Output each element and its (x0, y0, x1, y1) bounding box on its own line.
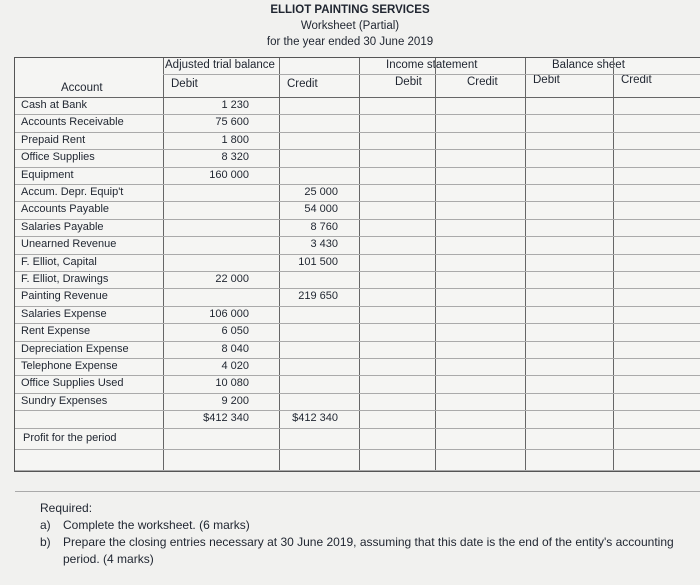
atb-debit-value (165, 184, 249, 201)
worksheet-table (14, 57, 700, 472)
atb-credit-value: 219 650 (298, 290, 338, 303)
atb-credit-value: 25 000 (304, 186, 338, 198)
atb-debit-value (165, 254, 249, 271)
row-divider (15, 470, 700, 471)
atb-credit-value (281, 323, 338, 340)
atb-debit-value: 160 000 (209, 168, 249, 181)
atb-debit-header: Debit (171, 78, 198, 90)
account-name: Salaries Expense (21, 307, 107, 320)
atb-debit-value: 8 040 (221, 342, 249, 355)
required-section (40, 500, 680, 568)
atb-credit-value (281, 375, 338, 392)
atb-debit-value: 22 000 (215, 273, 249, 285)
required-item-b (40, 534, 680, 568)
account-name: Cash at Bank (21, 99, 88, 111)
row-divider (15, 428, 700, 429)
column-divider (613, 58, 614, 471)
atb-credit-value (281, 167, 338, 184)
is-credit-header: Credit (467, 76, 498, 88)
company-name: ELLIOT PAINTING SERVICES (270, 4, 430, 16)
group-header-divider (163, 74, 700, 75)
column-divider (279, 58, 280, 471)
account-name: F. Elliot, Capital (21, 255, 97, 268)
atb-debit-value: 1 800 (221, 133, 249, 146)
atb-credit-value (281, 358, 338, 375)
column-divider (525, 58, 526, 471)
required-item-marker: a) (40, 518, 51, 532)
worksheet-header (0, 2, 700, 50)
atb-credit-header: Credit (287, 78, 318, 90)
is-debit-header: Debit (395, 76, 422, 88)
account-name: Telephone Expense (21, 360, 118, 372)
atb-credit-value: 8 760 (310, 220, 338, 233)
atb-debit-value: 8 320 (221, 151, 249, 164)
atb-credit-value (281, 132, 338, 149)
atb-credit-value (281, 306, 338, 323)
account-name: Prepaid Rent (21, 133, 86, 146)
account-column-header: Account (61, 82, 103, 94)
atb-debit-value (165, 219, 249, 236)
column-divider (435, 58, 436, 471)
atb-debit-value: 75 600 (215, 116, 249, 129)
atb-debit-total: $412 340 (203, 412, 249, 425)
atb-credit-total: $412 340 (292, 412, 338, 425)
column-divider (359, 58, 360, 471)
required-item-text: Prepare the closing entries necessary at 30 June 2019, assuming that this date is the end of the entity's accounting period. (4 marks) (63, 535, 674, 566)
account-name: Sundry Expenses (21, 394, 108, 407)
worksheet-subtitle: Worksheet (Partial) (300, 20, 400, 32)
adjusted-trial-balance-heading: Adjusted trial balance (165, 59, 275, 71)
bs-credit-header: Credit (621, 74, 652, 86)
required-item-a (40, 517, 680, 534)
account-name: F. Elliot, Drawings (21, 273, 109, 285)
account-name: Unearned Revenue (21, 238, 117, 251)
atb-debit-value: 9 200 (221, 394, 249, 407)
account-name: Office Supplies (21, 151, 95, 164)
required-heading: Required: (40, 501, 93, 515)
row-divider (15, 449, 700, 450)
atb-credit-value (281, 341, 338, 358)
column-divider (163, 58, 164, 471)
row-divider (15, 491, 700, 492)
required-item-marker: b) (40, 535, 51, 549)
account-name: Accounts Receivable (21, 116, 124, 129)
atb-credit-value (281, 114, 338, 131)
worksheet-period: for the year ended 30 June 2019 (266, 36, 434, 48)
atb-credit-value: 101 500 (298, 255, 338, 268)
account-name: Accounts Payable (21, 203, 110, 216)
account-name: Depreciation Expense (21, 342, 129, 355)
required-item-text: Complete the worksheet. (6 marks) (63, 518, 250, 532)
atb-debit-value: 1 230 (221, 99, 249, 111)
account-name: Salaries Payable (21, 220, 104, 233)
account-name: Painting Revenue (21, 290, 108, 303)
account-name: Accum. Depr. Equip't (21, 186, 124, 198)
atb-credit-value: 54 000 (304, 203, 338, 216)
atb-credit-value (281, 149, 338, 166)
atb-debit-value (165, 201, 249, 218)
atb-credit-value: 3 430 (310, 238, 338, 251)
atb-credit-value (281, 393, 338, 410)
income-statement-heading: Income statement (386, 59, 478, 71)
profit-label: Profit for the period (23, 432, 117, 445)
atb-debit-value: 4 020 (221, 360, 249, 372)
atb-debit-value (165, 288, 249, 305)
account-name: Equipment (21, 168, 74, 181)
atb-debit-value: 6 050 (221, 325, 249, 338)
row-divider (15, 410, 700, 411)
account-name: Office Supplies Used (21, 377, 124, 390)
atb-debit-value: 10 080 (215, 377, 249, 390)
bs-debit-header: Debit (533, 74, 560, 86)
atb-credit-value (281, 97, 338, 114)
account-name: Rent Expense (21, 325, 91, 338)
atb-debit-value (165, 236, 249, 253)
balance-sheet-heading: Balance sheet (552, 59, 625, 71)
atb-debit-value: 106 000 (209, 307, 249, 320)
atb-credit-value (281, 271, 338, 288)
